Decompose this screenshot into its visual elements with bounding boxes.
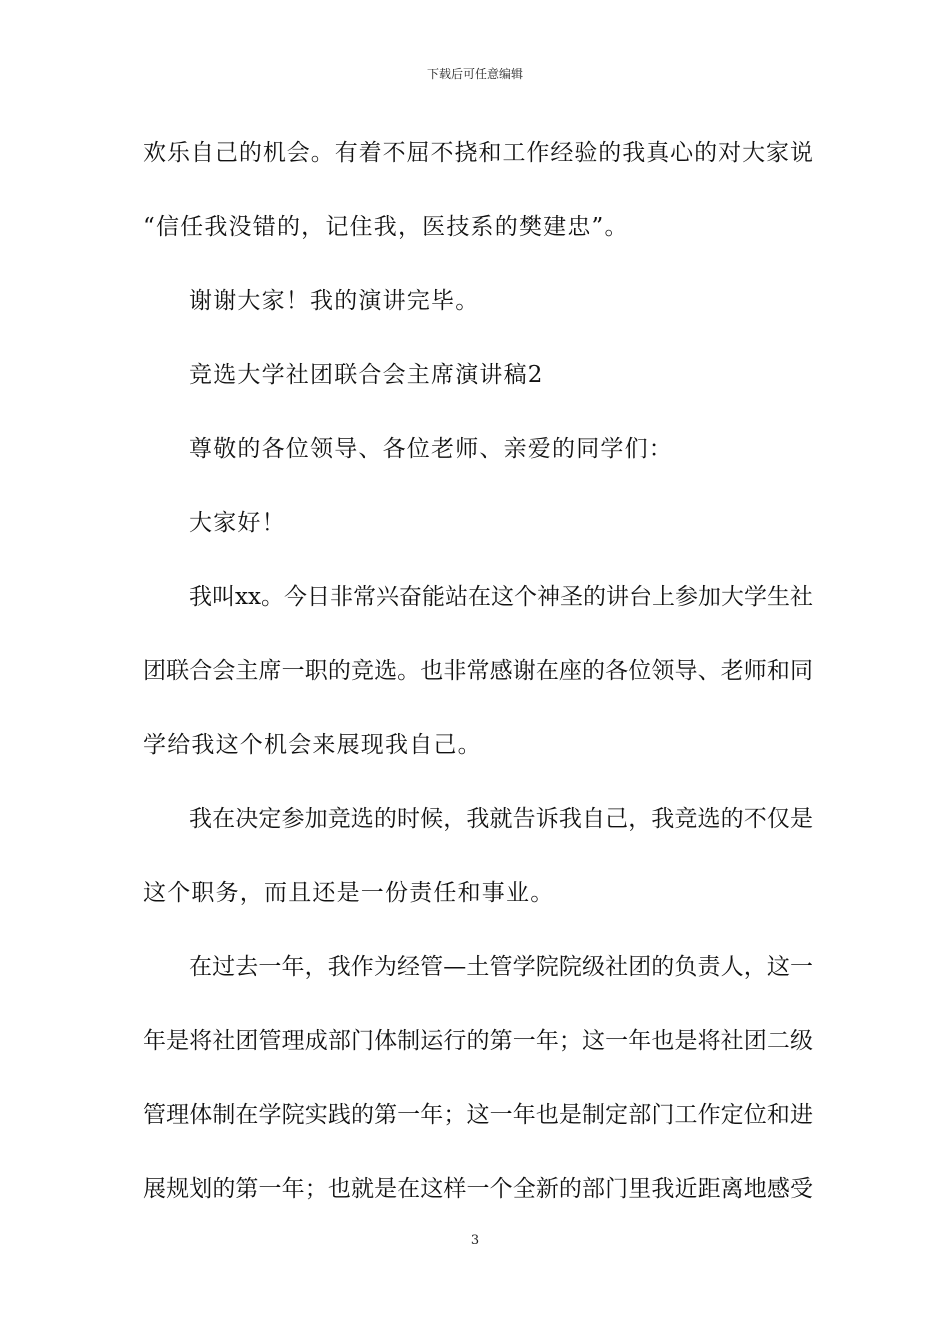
text-line: 年是将社团管理成部门体制运行的第一年；这一年也是将社团二级 [143, 1028, 813, 1054]
text-line: 学给我这个机会来展现我自己。 [143, 732, 482, 758]
page-header: 下载后可任意编辑 [426, 67, 523, 81]
text-line: “信任我没错的，记住我，医技系的樊建忠”。 [143, 214, 629, 240]
salutation-line: 尊敬的各位领导、各位老师、亲爱的同学们： [189, 436, 673, 462]
text-line: 团联合会主席一职的竞选。也非常感谢在座的各位领导、老师和同 [143, 658, 813, 684]
text-line: 这个职务，而且还是一份责任和事业。 [143, 880, 555, 906]
text-line: 在过去一年，我作为经管—土管学院院级社团的负责人，这一 [189, 954, 813, 980]
text-line: 我在决定参加竞选的时候，我就告诉我自己，我竞选的不仅是 [189, 806, 813, 832]
document-body [143, 128, 813, 1238]
text-line: 展规划的第一年；也就是在这样一个全新的部门里我近距离地感受 [143, 1176, 813, 1202]
text-line: 我叫xx。今日非常兴奋能站在这个神圣的讲台上参加大学生社 [189, 584, 813, 610]
text-line: 管理体制在学院实践的第一年；这一年也是制定部门工作定位和进 [143, 1102, 813, 1128]
text-line: 谢谢大家！我的演讲完毕。 [189, 288, 480, 314]
greeting-line: 大家好！ [189, 510, 286, 536]
text-line: 欢乐自己的机会。有着不屈不挠和工作经验的我真心的对大家说 [143, 140, 813, 166]
page-number: 3 [470, 1233, 480, 1248]
section-title: 竞选大学社团联合会主席演讲稿2 [189, 362, 544, 388]
